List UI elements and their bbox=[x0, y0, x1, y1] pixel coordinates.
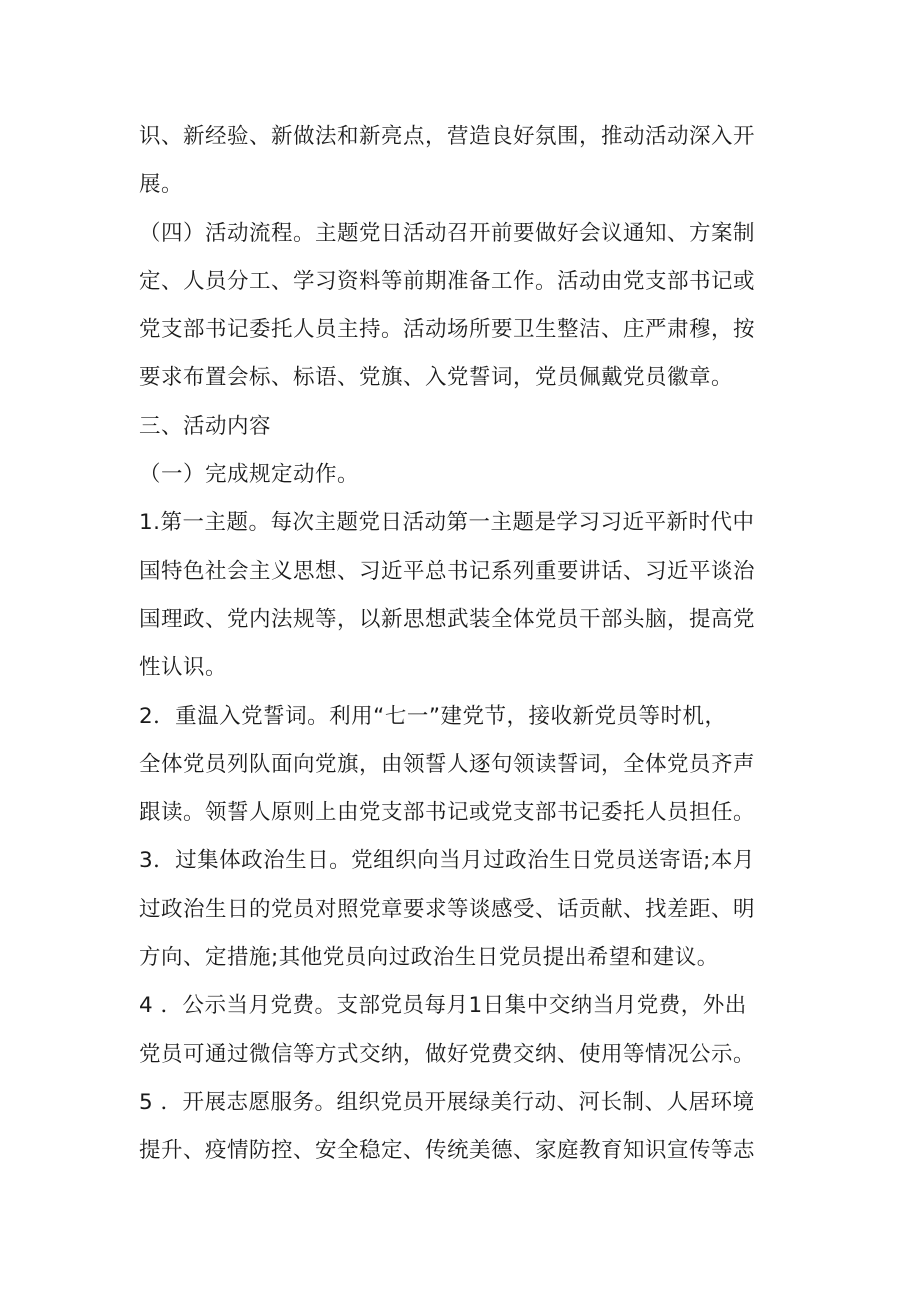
text-line: 国理政、党内法规等，以新思想武装全体党员干部头脑，提高党 bbox=[139, 606, 756, 632]
text-line: 过政治生日的党员对照党章要求等谈感受、话贡献、找差距、明 bbox=[139, 896, 756, 922]
text-line: 提升、疫情防控、安全稳定、传统美德、家庭教育知识宣传等志 bbox=[139, 1138, 756, 1164]
section-heading-activity-content: 三、活动内容 bbox=[139, 413, 272, 439]
item-3-political-birthday: 3．过集体政治生日。党组织向当月过政治生日党员送寄语;本月 bbox=[139, 848, 755, 874]
text-line: 识、新经验、新做法和新亮点，营造良好氛围，推动活动深入开 bbox=[139, 124, 756, 149]
text-line: 党员可通过微信等方式交纳，做好党费交纳、使用等情况公示。 bbox=[139, 1041, 756, 1067]
text-line: 全体党员列队面向党旗，由领誓人逐句领读誓词，全体党员齐声 bbox=[139, 751, 756, 777]
text-line: 方向、定措施;其他党员向过政治生日党员提出希望和建议。 bbox=[139, 945, 719, 971]
text-line: 跟读。领誓人原则上由党支部书记或党支部书记委托人员担任。 bbox=[139, 800, 756, 826]
item-2-oath: 2．重温入党誓词。利用“七一”建党节，接收新党员等时机， bbox=[139, 703, 727, 729]
subsection-heading-required-actions: （一）完成规定动作。 bbox=[139, 462, 360, 488]
text-line: 要求布置会标、标语、党旗、入党誓词，党员佩戴党员徽章。 bbox=[139, 365, 734, 391]
section-four-heading-line: （四）活动流程。主题党日活动召开前要做好会议通知、方案制 bbox=[139, 220, 756, 246]
item-5-volunteer-service: 5 ．开展志愿服务。组织党员开展绿美行动、河长制、人居环境 bbox=[139, 1089, 755, 1115]
text-line: 党支部书记委托人员主持。活动场所要卫生整洁、庄严肃穆，按 bbox=[139, 317, 756, 343]
text-line: 性认识。 bbox=[139, 655, 228, 681]
item-1-first-theme: 1.第一主题。每次主题党日活动第一主题是学习习近平新时代中 bbox=[139, 510, 755, 536]
text-line: 展。 bbox=[139, 172, 184, 198]
body-text bbox=[139, 113, 799, 1176]
text-line: 定、人员分工、学习资料等前期准备工作。活动由党支部书记或 bbox=[139, 268, 756, 294]
text-line: 国特色社会主义思想、习近平总书记系列重要讲话、习近平谈治 bbox=[139, 558, 756, 584]
item-4-party-dues: 4 ．公示当月党费。支部党员每月1日集中交纳当月党费，外出 bbox=[139, 993, 747, 1019]
